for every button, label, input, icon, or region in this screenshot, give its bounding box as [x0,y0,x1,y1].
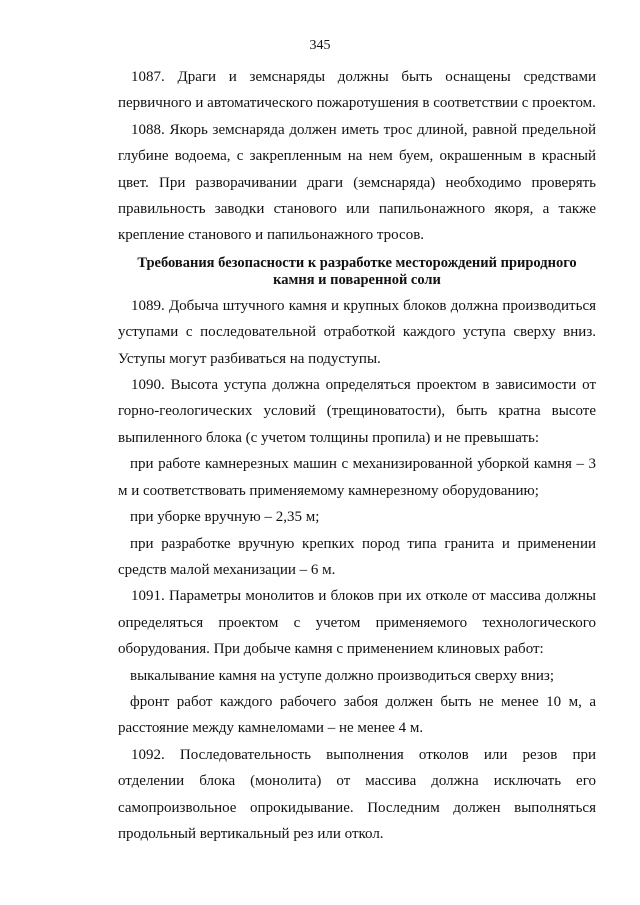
paragraph-1089: 1089. Добыча штучного камня и крупных блоков должна производиться уступами с последовательной отработкой каждого уступа сверху вниз. Уступы могут разбиваться на подуступы. [118,297,596,367]
paragraph-1088: 1088. Якорь земснаряда должен иметь трос длиной, равной предельной глубине водоема, с закрепленным на нем буем, окрашенным в красный цвет. При разворачивании драги (земснаряда) необходимо проверять правильность заводки станового или папильонажного якоря, а также крепление станового и папильонажного тросов. [118,121,596,244]
paragraph-1092: 1092. Последовательность выполнения отколов или резов при отделении блока (монолита) от массива должна исключать его самопроизвольное опрокидывание. Последним должен выполняться продольный вертикальный рез или откол. [118,746,596,842]
document-body [118,64,596,847]
paragraph-1087: 1087. Драги и земснаряды должны быть оснащены средствами первичного и автоматического пожаротушения в соответствии с проектом. [118,69,596,112]
list-item-manual: при уборке вручную – 2,35 м; [130,509,320,526]
list-item-work-front: фронт работ каждого рабочего забоя должен быть не менее 10 м, а расстояние между камнеломами – не менее 4 м. [118,693,596,737]
list-item-mechanized: при работе камнерезных машин с механизированной уборкой камня – 3 м и соответствовать применяемому камнерезному оборудованию; [118,456,596,499]
paragraph-1090: 1090. Высота уступа должна определяться проектом в зависимости от горно-геологических условий (трещиноватости), быть кратна высоте выпиленного блока (с учетом толщины пропила) и не превышать: [118,377,596,446]
page-number: 345 [309,38,331,53]
paragraph-1091: 1091. Параметры монолитов и блоков при их отколе от массива должны определяться проектом с учетом применяемого технологического оборудования. При добыче камня с применением клиновых работ: [118,588,596,658]
list-item-granite: при разработке вручную крепких пород типа гранита и применении средств малой механизации – 6 м. [118,535,596,578]
section-heading: Требования безопасности к разработке месторождений природного камня и поваренной соли [137,254,577,288]
list-item-splitting: выкалывание камня на уступе должно производиться сверху вниз; [130,667,555,684]
